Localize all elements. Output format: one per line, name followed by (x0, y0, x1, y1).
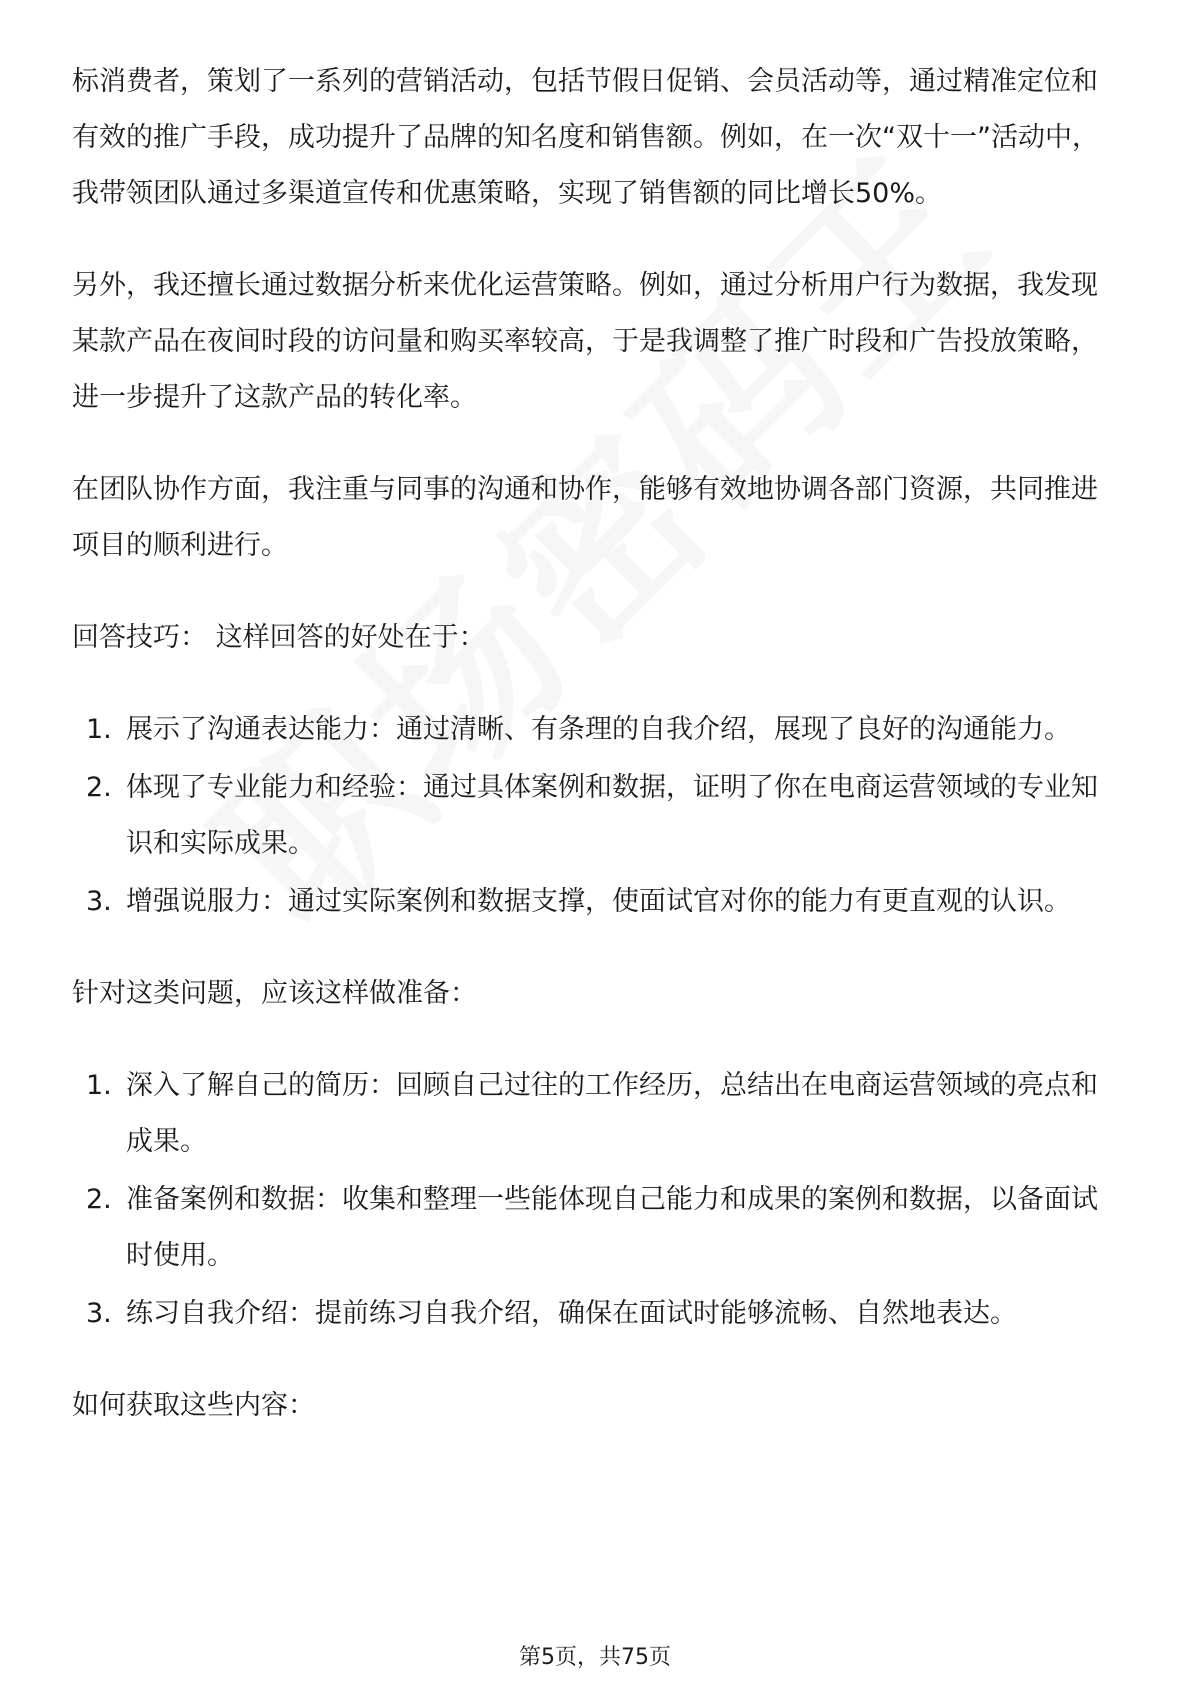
page-number: 第5页，共75页 (519, 1645, 671, 1670)
paragraph-marketing: 标消费者，策划了一系列的营销活动，包括节假日促销、会员活动等，通过精准定位和有效的推广手段，成功提升了品牌的知名度和销售额。例如，在一次“双十一”活动中，我带领团队通过多渠道宣传和优惠策略，实现了销售额的同比增长50%。 (72, 66, 1099, 209)
document-body (72, 54, 1122, 1470)
list-item (72, 1058, 1122, 1170)
list-number: 3. (86, 1298, 112, 1329)
list-item (72, 1172, 1122, 1284)
list-text: 深入了解自己的简历：回顾自己过往的工作经历，总结出在电商运营领域的亮点和成果。 (126, 1070, 1098, 1157)
list-number: 3. (86, 886, 112, 917)
list-number: 1. (86, 1070, 112, 1101)
list-item (72, 702, 1122, 758)
list-item (72, 1286, 1122, 1342)
tips-list (72, 702, 1122, 930)
list-number: 2. (86, 772, 112, 803)
paragraph-teamwork: 在团队协作方面，我注重与同事的沟通和协作，能够有效地协调各部门资源，共同推进项目的顺利进行。 (72, 474, 1098, 561)
list-text: 增强说服力：通过实际案例和数据支撑，使面试官对你的能力有更直观的认识。 (126, 886, 1071, 917)
list-text: 准备案例和数据：收集和整理一些能体现自己能力和成果的案例和数据，以备面试时使用。 (126, 1184, 1098, 1271)
list-item (72, 760, 1122, 872)
paragraph-data-analysis: 另外，我还擅长通过数据分析来优化运营策略。例如，通过分析用户行为数据，我发现某款产品在夜间时段的访问量和购买率较高，于是我调整了推广时段和广告投放策略，进一步提升了这款产品的转化率。 (72, 270, 1098, 413)
get-content-heading: 如何获取这些内容： (72, 1390, 315, 1421)
list-text: 展示了沟通表达能力：通过清晰、有条理的自我介绍，展现了良好的沟通能力。 (126, 714, 1071, 745)
list-text: 练习自我介绍：提前练习自我介绍，确保在面试时能够流畅、自然地表达。 (126, 1298, 1017, 1329)
tips-heading: 回答技巧： 这样回答的好处在于： (72, 622, 486, 653)
list-item (72, 874, 1122, 930)
prep-list (72, 1058, 1122, 1342)
prep-heading: 针对这类问题，应该这样做准备： (72, 978, 477, 1009)
list-text: 体现了专业能力和经验：通过具体案例和数据，证明了你在电商运营领域的专业知识和实际成果。 (126, 772, 1098, 859)
list-number: 1. (86, 714, 112, 745)
list-number: 2. (86, 1184, 112, 1215)
